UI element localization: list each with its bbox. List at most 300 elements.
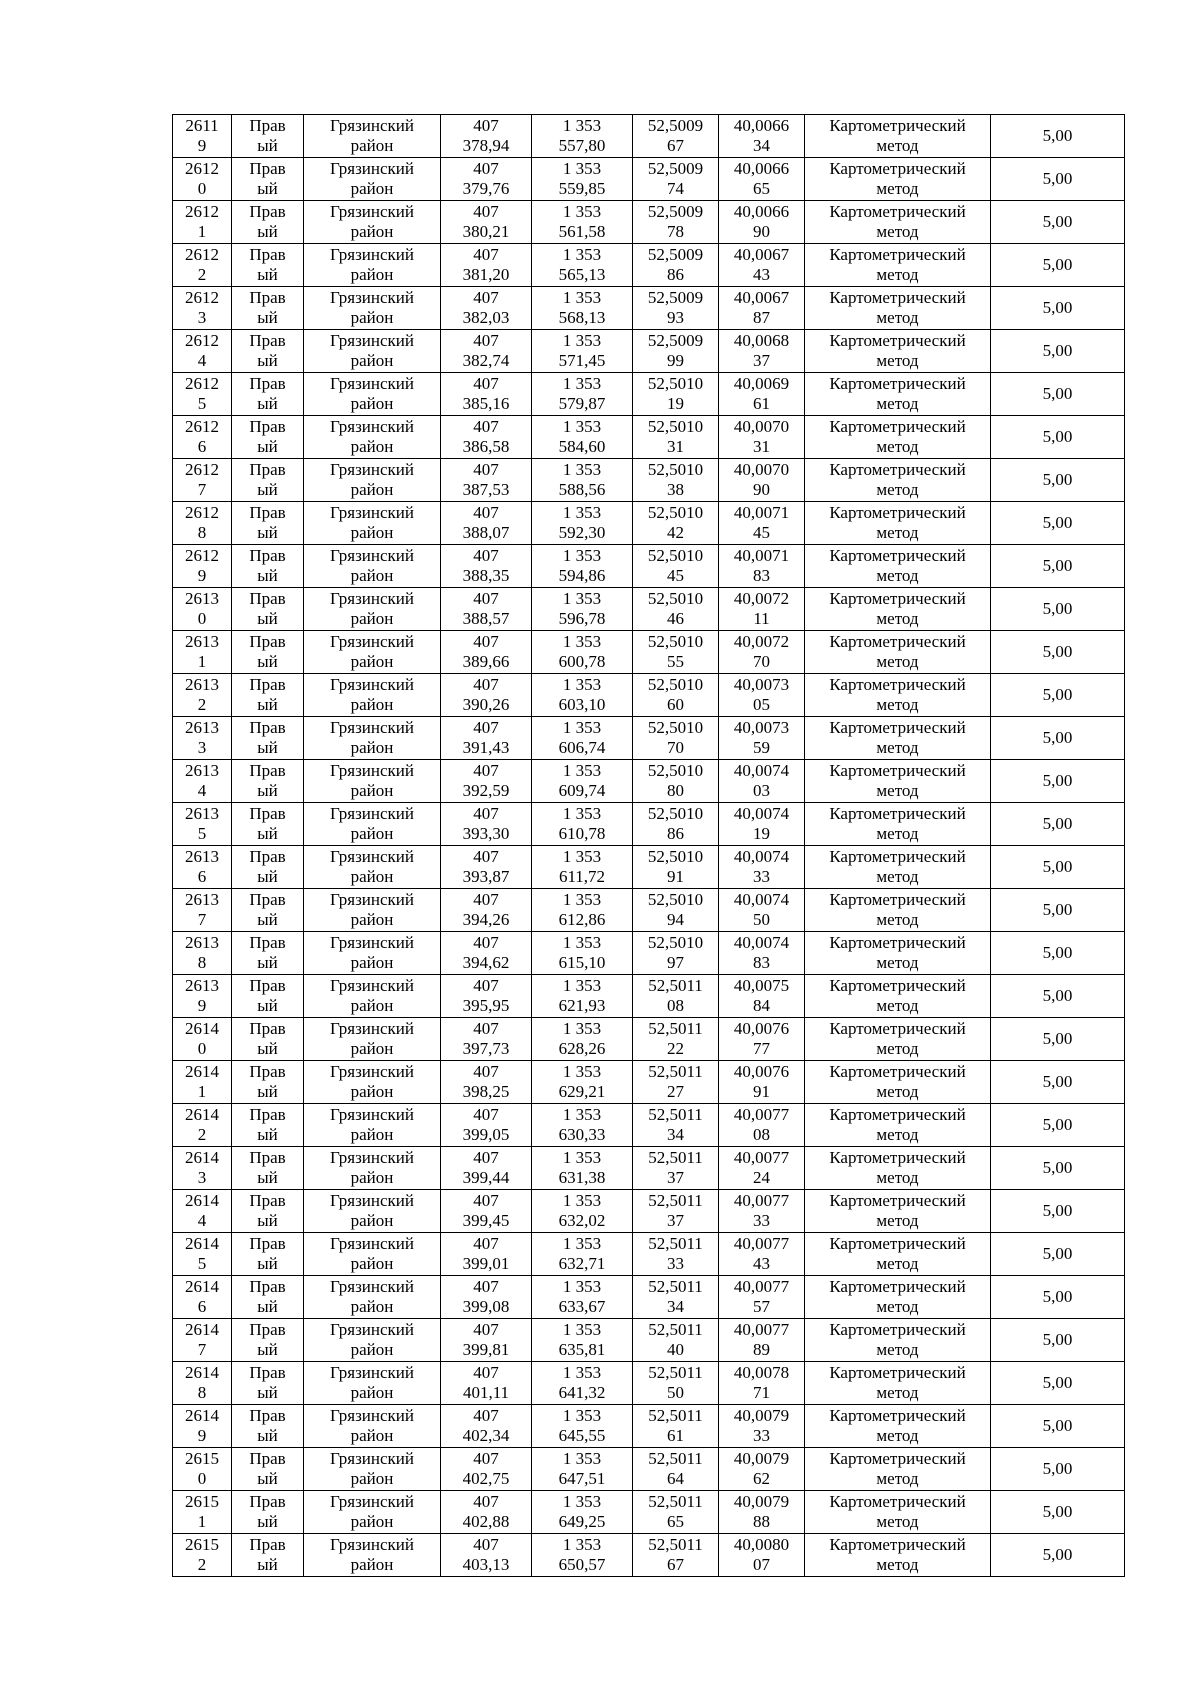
method-cell-line: метод xyxy=(876,265,919,284)
bank-side-cell xyxy=(232,330,304,373)
latitude-cell xyxy=(633,1190,719,1233)
point-number-cell-line: 5 xyxy=(197,824,207,843)
y-coordinate-cell-line: 588,56 xyxy=(558,480,606,499)
latitude-cell xyxy=(633,1405,719,1448)
latitude-cell-line: 52,5009 xyxy=(647,202,704,221)
bank-side-cell xyxy=(232,1319,304,1362)
point-number-cell-line: 2614 xyxy=(185,1234,219,1253)
y-coordinate-cell-line: 1 353 xyxy=(562,503,602,522)
longitude-cell-line: 40,0076 xyxy=(733,1019,790,1038)
longitude-cell-line: 40,0077 xyxy=(733,1320,790,1339)
accuracy-cell: 5,00 xyxy=(991,932,1125,975)
method-cell-line: Картометрический xyxy=(829,116,966,135)
y-coordinate-cell-line: 1 353 xyxy=(562,1320,602,1339)
longitude-cell-line: 31 xyxy=(753,437,770,456)
y-coordinate-cell-line: 632,02 xyxy=(558,1211,606,1230)
x-coordinate-cell xyxy=(441,1061,532,1104)
latitude-cell xyxy=(633,1362,719,1405)
latitude-cell-line: 99 xyxy=(667,351,684,370)
bank-side-cell-line: ый xyxy=(257,179,278,198)
latitude-cell-line: 52,5011 xyxy=(648,1148,703,1167)
y-coordinate-cell-line: 1 353 xyxy=(562,1191,602,1210)
accuracy-cell: 5,00 xyxy=(991,1061,1125,1104)
bank-side-cell xyxy=(232,459,304,502)
bank-side-cell-line: ый xyxy=(257,1512,278,1531)
latitude-cell-line: 52,5009 xyxy=(647,288,704,307)
longitude-cell-line: 71 xyxy=(753,1383,770,1402)
point-number-cell xyxy=(173,674,232,717)
longitude-cell-line: 40,0076 xyxy=(733,1062,790,1081)
accuracy-cell: 5,00 xyxy=(991,1405,1125,1448)
longitude-cell-line: 40,0071 xyxy=(733,503,790,522)
latitude-cell-line: 52,5010 xyxy=(647,675,704,694)
point-number-cell-line: 0 xyxy=(197,609,207,628)
point-number-cell-line: 2612 xyxy=(185,460,219,479)
point-number-cell-line: 2613 xyxy=(185,675,219,694)
y-coordinate-cell-line: 600,78 xyxy=(558,652,606,671)
method-cell xyxy=(805,1491,991,1534)
bank-side-cell xyxy=(232,373,304,416)
point-number-cell-line: 2612 xyxy=(185,331,219,350)
longitude-cell-line: 40,0069 xyxy=(733,374,790,393)
district-cell-line: район xyxy=(350,1512,394,1531)
longitude-cell-line: 87 xyxy=(753,308,770,327)
latitude-cell-line: 37 xyxy=(667,1211,684,1230)
latitude-cell xyxy=(633,588,719,631)
x-coordinate-cell-line: 407 xyxy=(473,890,499,909)
latitude-cell xyxy=(633,373,719,416)
x-coordinate-cell xyxy=(441,1276,532,1319)
x-coordinate-cell xyxy=(441,803,532,846)
district-cell-line: район xyxy=(350,1168,394,1187)
longitude-cell-line: 40,0068 xyxy=(733,331,790,350)
y-coordinate-cell xyxy=(532,1534,633,1577)
x-coordinate-cell-line: 392,59 xyxy=(462,781,510,800)
x-coordinate-cell-line: 407 xyxy=(473,589,499,608)
bank-side-cell-line: Прав xyxy=(249,847,286,866)
bank-side-cell-line: Прав xyxy=(249,1406,286,1425)
longitude-cell-line: 40,0077 xyxy=(733,1191,790,1210)
longitude-cell-line: 40,0067 xyxy=(733,288,790,307)
point-number-cell-line: 2613 xyxy=(185,804,219,823)
latitude-cell xyxy=(633,846,719,889)
latitude-cell-line: 52,5011 xyxy=(648,1320,703,1339)
district-cell-line: Грязинский xyxy=(330,1148,414,1167)
latitude-cell-line: 52,5011 xyxy=(648,1062,703,1081)
method-cell xyxy=(805,1233,991,1276)
bank-side-cell-line: ый xyxy=(257,136,278,155)
longitude-cell-line: 88 xyxy=(753,1512,770,1531)
y-coordinate-cell xyxy=(532,330,633,373)
x-coordinate-cell-line: 407 xyxy=(473,1148,499,1167)
method-cell xyxy=(805,1061,991,1104)
y-coordinate-cell xyxy=(532,287,633,330)
longitude-cell xyxy=(719,1190,805,1233)
point-number-cell-line: 5 xyxy=(197,1254,207,1273)
method-cell-line: метод xyxy=(876,996,919,1015)
latitude-cell-line: 67 xyxy=(667,136,684,155)
table-row xyxy=(173,158,1125,201)
method-cell xyxy=(805,201,991,244)
point-number-cell-line: 2614 xyxy=(185,1191,219,1210)
y-coordinate-cell-line: 1 353 xyxy=(562,460,602,479)
longitude-cell xyxy=(719,416,805,459)
y-coordinate-cell xyxy=(532,502,633,545)
longitude-cell-line: 89 xyxy=(753,1340,770,1359)
point-number-cell-line: 2612 xyxy=(185,288,219,307)
district-cell-line: Грязинский xyxy=(330,1191,414,1210)
point-number-cell xyxy=(173,115,232,158)
district-cell-line: район xyxy=(350,1555,394,1574)
x-coordinate-cell-line: 390,26 xyxy=(462,695,510,714)
table-row xyxy=(173,1061,1125,1104)
x-coordinate-cell xyxy=(441,932,532,975)
method-cell-line: метод xyxy=(876,394,919,413)
x-coordinate-cell-line: 407 xyxy=(473,761,499,780)
x-coordinate-cell xyxy=(441,760,532,803)
point-number-cell xyxy=(173,889,232,932)
y-coordinate-cell xyxy=(532,1491,633,1534)
point-number-cell-line: 2614 xyxy=(185,1363,219,1382)
y-coordinate-cell-line: 1 353 xyxy=(562,1535,602,1554)
longitude-cell-line: 40,0072 xyxy=(733,589,790,608)
x-coordinate-cell-line: 407 xyxy=(473,1105,499,1124)
district-cell-line: район xyxy=(350,179,394,198)
longitude-cell xyxy=(719,1061,805,1104)
y-coordinate-cell xyxy=(532,631,633,674)
bank-side-cell xyxy=(232,1147,304,1190)
point-number-cell-line: 2612 xyxy=(185,159,219,178)
bank-side-cell xyxy=(232,846,304,889)
point-number-cell-line: 2614 xyxy=(185,1320,219,1339)
longitude-cell xyxy=(719,846,805,889)
latitude-cell-line: 78 xyxy=(667,222,684,241)
y-coordinate-cell xyxy=(532,1276,633,1319)
document-page xyxy=(172,114,1125,1577)
y-coordinate-cell-line: 609,74 xyxy=(558,781,606,800)
longitude-cell-line: 40,0077 xyxy=(733,1277,790,1296)
bank-side-cell-line: ый xyxy=(257,1383,278,1402)
district-cell-line: Грязинский xyxy=(330,1019,414,1038)
district-cell-line: Грязинский xyxy=(330,417,414,436)
bank-side-cell xyxy=(232,1405,304,1448)
table-row xyxy=(173,588,1125,631)
district-cell xyxy=(304,1018,441,1061)
y-coordinate-cell xyxy=(532,803,633,846)
x-coordinate-cell-line: 407 xyxy=(473,1320,499,1339)
bank-side-cell-line: ый xyxy=(257,1168,278,1187)
bank-side-cell-line: Прав xyxy=(249,1277,286,1296)
x-coordinate-cell xyxy=(441,244,532,287)
method-cell-line: метод xyxy=(876,1082,919,1101)
x-coordinate-cell-line: 399,08 xyxy=(462,1297,510,1316)
method-cell xyxy=(805,932,991,975)
accuracy-cell: 5,00 xyxy=(991,1276,1125,1319)
point-number-cell-line: 8 xyxy=(197,523,207,542)
longitude-cell-line: 59 xyxy=(753,738,770,757)
district-cell xyxy=(304,631,441,674)
district-cell-line: Грязинский xyxy=(330,202,414,221)
y-coordinate-cell-line: 610,78 xyxy=(558,824,606,843)
y-coordinate-cell-line: 561,58 xyxy=(558,222,606,241)
bank-side-cell xyxy=(232,717,304,760)
table-row xyxy=(173,1233,1125,1276)
y-coordinate-cell xyxy=(532,674,633,717)
district-cell-line: район xyxy=(350,222,394,241)
method-cell-line: Картометрический xyxy=(829,1320,966,1339)
latitude-cell xyxy=(633,1061,719,1104)
x-coordinate-cell-line: 382,74 xyxy=(462,351,510,370)
table-row xyxy=(173,459,1125,502)
bank-side-cell xyxy=(232,416,304,459)
point-number-cell xyxy=(173,1491,232,1534)
point-number-cell-line: 2613 xyxy=(185,718,219,737)
x-coordinate-cell-line: 407 xyxy=(473,460,499,479)
bank-side-cell-line: ый xyxy=(257,1426,278,1445)
method-cell xyxy=(805,760,991,803)
method-cell xyxy=(805,717,991,760)
point-number-cell-line: 2 xyxy=(197,1555,207,1574)
district-cell xyxy=(304,1147,441,1190)
district-cell xyxy=(304,674,441,717)
bank-side-cell-line: ый xyxy=(257,1082,278,1101)
longitude-cell-line: 40,0066 xyxy=(733,202,790,221)
latitude-cell-line: 70 xyxy=(667,738,684,757)
y-coordinate-cell-line: 1 353 xyxy=(562,116,602,135)
district-cell-line: Грязинский xyxy=(330,847,414,866)
x-coordinate-cell-line: 388,07 xyxy=(462,523,510,542)
longitude-cell xyxy=(719,717,805,760)
bank-side-cell-line: ый xyxy=(257,824,278,843)
district-cell-line: район xyxy=(350,867,394,886)
method-cell-line: метод xyxy=(876,1383,919,1402)
table-row xyxy=(173,201,1125,244)
latitude-cell-line: 94 xyxy=(667,910,684,929)
table-row xyxy=(173,631,1125,674)
bank-side-cell-line: Прав xyxy=(249,804,286,823)
x-coordinate-cell xyxy=(441,416,532,459)
y-coordinate-cell-line: 1 353 xyxy=(562,1062,602,1081)
latitude-cell xyxy=(633,1276,719,1319)
longitude-cell-line: 40,0075 xyxy=(733,976,790,995)
district-cell xyxy=(304,1061,441,1104)
method-cell xyxy=(805,373,991,416)
point-number-cell xyxy=(173,1362,232,1405)
table-row xyxy=(173,1362,1125,1405)
accuracy-cell: 5,00 xyxy=(991,1362,1125,1405)
longitude-cell-line: 40,0066 xyxy=(733,116,790,135)
method-cell-line: метод xyxy=(876,437,919,456)
y-coordinate-cell-line: 1 353 xyxy=(562,331,602,350)
bank-side-cell xyxy=(232,975,304,1018)
bank-side-cell-line: Прав xyxy=(249,546,286,565)
latitude-cell-line: 86 xyxy=(667,265,684,284)
method-cell-line: Картометрический xyxy=(829,374,966,393)
y-coordinate-cell-line: 606,74 xyxy=(558,738,606,757)
y-coordinate-cell xyxy=(532,115,633,158)
district-cell-line: Грязинский xyxy=(330,460,414,479)
y-coordinate-cell-line: 1 353 xyxy=(562,1492,602,1511)
bank-side-cell-line: Прав xyxy=(249,1105,286,1124)
x-coordinate-cell xyxy=(441,330,532,373)
longitude-cell xyxy=(719,545,805,588)
x-coordinate-cell-line: 399,01 xyxy=(462,1254,510,1273)
y-coordinate-cell-line: 1 353 xyxy=(562,589,602,608)
method-cell-line: метод xyxy=(876,179,919,198)
point-number-cell-line: 2 xyxy=(197,695,207,714)
x-coordinate-cell xyxy=(441,158,532,201)
y-coordinate-cell-line: 592,30 xyxy=(558,523,606,542)
bank-side-cell-line: ый xyxy=(257,652,278,671)
district-cell-line: район xyxy=(350,824,394,843)
y-coordinate-cell-line: 1 353 xyxy=(562,718,602,737)
district-cell-line: Грязинский xyxy=(330,675,414,694)
district-cell-line: Грязинский xyxy=(330,331,414,350)
y-coordinate-cell xyxy=(532,416,633,459)
district-cell xyxy=(304,803,441,846)
point-number-cell xyxy=(173,1147,232,1190)
point-number-cell-line: 2613 xyxy=(185,933,219,952)
y-coordinate-cell xyxy=(532,1104,633,1147)
district-cell-line: Грязинский xyxy=(330,1449,414,1468)
district-cell xyxy=(304,1491,441,1534)
latitude-cell xyxy=(633,717,719,760)
bank-side-cell-line: ый xyxy=(257,953,278,972)
x-coordinate-cell-line: 402,88 xyxy=(462,1512,510,1531)
coordinates-table xyxy=(172,114,1125,1577)
x-coordinate-cell-line: 378,94 xyxy=(462,136,510,155)
y-coordinate-cell xyxy=(532,201,633,244)
point-number-cell-line: 2613 xyxy=(185,632,219,651)
latitude-cell xyxy=(633,287,719,330)
point-number-cell xyxy=(173,1319,232,1362)
y-coordinate-cell xyxy=(532,158,633,201)
latitude-cell xyxy=(633,1491,719,1534)
district-cell-line: район xyxy=(350,1254,394,1273)
bank-side-cell xyxy=(232,889,304,932)
latitude-cell-line: 52,5010 xyxy=(647,933,704,952)
latitude-cell-line: 19 xyxy=(667,394,684,413)
table-row xyxy=(173,1319,1125,1362)
y-coordinate-cell xyxy=(532,717,633,760)
method-cell-line: метод xyxy=(876,1297,919,1316)
point-number-cell xyxy=(173,244,232,287)
longitude-cell-line: 05 xyxy=(753,695,770,714)
table-row xyxy=(173,502,1125,545)
accuracy-cell: 5,00 xyxy=(991,1319,1125,1362)
point-number-cell xyxy=(173,545,232,588)
district-cell-line: Грязинский xyxy=(330,976,414,995)
longitude-cell-line: 40,0079 xyxy=(733,1406,790,1425)
x-coordinate-cell-line: 388,57 xyxy=(462,609,510,628)
y-coordinate-cell-line: 584,60 xyxy=(558,437,606,456)
accuracy-cell: 5,00 xyxy=(991,760,1125,803)
x-coordinate-cell xyxy=(441,201,532,244)
accuracy-cell: 5,00 xyxy=(991,846,1125,889)
longitude-cell-line: 70 xyxy=(753,652,770,671)
longitude-cell xyxy=(719,1448,805,1491)
bank-side-cell xyxy=(232,1104,304,1147)
y-coordinate-cell-line: 1 353 xyxy=(562,159,602,178)
table-row xyxy=(173,717,1125,760)
x-coordinate-cell xyxy=(441,1147,532,1190)
y-coordinate-cell-line: 1 353 xyxy=(562,288,602,307)
bank-side-cell-line: Прав xyxy=(249,503,286,522)
bank-side-cell-line: Прав xyxy=(249,589,286,608)
y-coordinate-cell xyxy=(532,932,633,975)
district-cell-line: Грязинский xyxy=(330,1234,414,1253)
method-cell xyxy=(805,1018,991,1061)
district-cell xyxy=(304,1534,441,1577)
bank-side-cell-line: ый xyxy=(257,394,278,413)
point-number-cell-line: 2614 xyxy=(185,1062,219,1081)
latitude-cell-line: 33 xyxy=(667,1254,684,1273)
y-coordinate-cell xyxy=(532,1362,633,1405)
district-cell-line: район xyxy=(350,1426,394,1445)
table-row xyxy=(173,1147,1125,1190)
x-coordinate-cell-line: 407 xyxy=(473,804,499,823)
method-cell xyxy=(805,287,991,330)
district-cell-line: район xyxy=(350,1469,394,1488)
method-cell xyxy=(805,674,991,717)
x-coordinate-cell-line: 407 xyxy=(473,331,499,350)
x-coordinate-cell-line: 399,81 xyxy=(462,1340,510,1359)
latitude-cell-line: 52,5010 xyxy=(647,460,704,479)
district-cell-line: Грязинский xyxy=(330,632,414,651)
y-coordinate-cell xyxy=(532,545,633,588)
point-number-cell xyxy=(173,158,232,201)
method-cell-line: метод xyxy=(876,136,919,155)
y-coordinate-cell-line: 1 353 xyxy=(562,1105,602,1124)
y-coordinate-cell xyxy=(532,846,633,889)
y-coordinate-cell xyxy=(532,373,633,416)
latitude-cell-line: 22 xyxy=(667,1039,684,1058)
y-coordinate-cell-line: 630,33 xyxy=(558,1125,606,1144)
latitude-cell-line: 52,5010 xyxy=(647,847,704,866)
method-cell-line: метод xyxy=(876,1168,919,1187)
bank-side-cell-line: ый xyxy=(257,1125,278,1144)
table-row xyxy=(173,889,1125,932)
bank-side-cell-line: ый xyxy=(257,781,278,800)
longitude-cell xyxy=(719,932,805,975)
longitude-cell-line: 40,0074 xyxy=(733,847,790,866)
longitude-cell-line: 33 xyxy=(753,1211,770,1230)
point-number-cell xyxy=(173,1061,232,1104)
longitude-cell-line: 37 xyxy=(753,351,770,370)
point-number-cell-line: 2614 xyxy=(185,1019,219,1038)
x-coordinate-cell-line: 407 xyxy=(473,1363,499,1382)
x-coordinate-cell-line: 393,87 xyxy=(462,867,510,886)
longitude-cell-line: 40,0072 xyxy=(733,632,790,651)
method-cell-line: Картометрический xyxy=(829,503,966,522)
method-cell-line: Картометрический xyxy=(829,675,966,694)
longitude-cell xyxy=(719,1104,805,1147)
y-coordinate-cell-line: 559,85 xyxy=(558,179,606,198)
district-cell-line: район xyxy=(350,1297,394,1316)
y-coordinate-cell xyxy=(532,588,633,631)
table-row xyxy=(173,975,1125,1018)
x-coordinate-cell xyxy=(441,1448,532,1491)
x-coordinate-cell xyxy=(441,1534,532,1577)
district-cell xyxy=(304,545,441,588)
y-coordinate-cell-line: 1 353 xyxy=(562,1363,602,1382)
method-cell-line: Картометрический xyxy=(829,718,966,737)
y-coordinate-cell xyxy=(532,1448,633,1491)
latitude-cell xyxy=(633,889,719,932)
point-number-cell-line: 2614 xyxy=(185,1148,219,1167)
x-coordinate-cell-line: 393,30 xyxy=(462,824,510,843)
method-cell xyxy=(805,1362,991,1405)
